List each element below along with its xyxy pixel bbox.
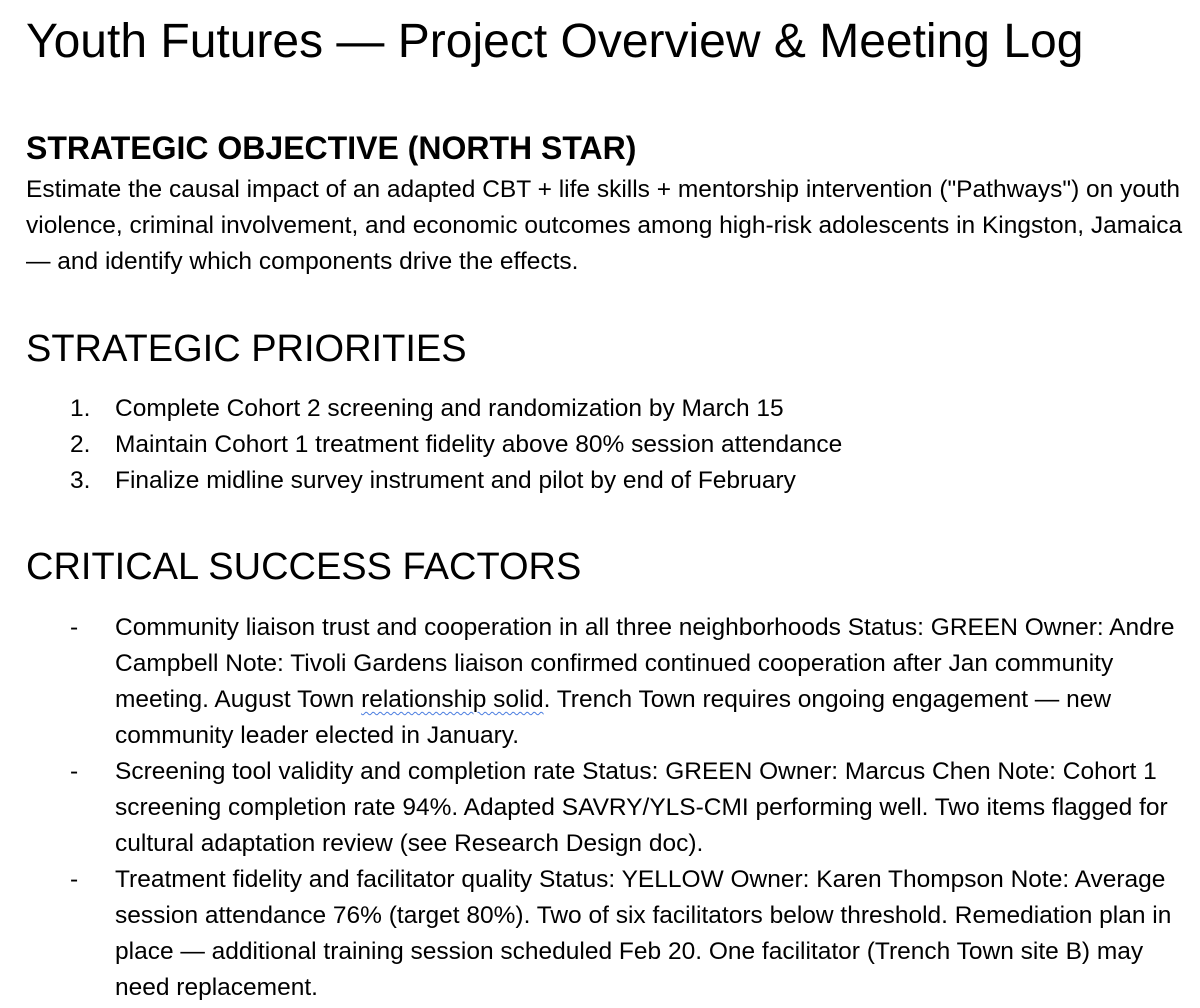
list-number: 2. [70,431,91,458]
priorities-list [26,391,1186,499]
csf-text-part: Community liaison trust and cooperation in all three neighborhoods Status: GREEN Owner: Andre Campbell Note: Tivoli Gardens liaison confirmed continued cooperation after Jan community meeting. August Town [115,614,1175,713]
csf-text [115,614,1175,749]
list-dash: - [70,614,79,641]
priority-item [26,391,1186,427]
csf-list [26,610,1186,1006]
priority-text: Finalize midline survey instrument and pilot by end of February [115,467,796,494]
priority-item [26,463,1186,499]
csf-item [26,754,1186,862]
objective-paragraph: Estimate the causal impact of an adapted CBT + life skills + mentorship intervention ("Pathways") on youth violence, criminal involvement, and economic outcomes among high-risk adolescents in Kingston, Jamaica — and identify which components drive the effects. [26,176,1183,275]
csf-item [26,610,1186,754]
document-title: Youth Futures — Project Overview & Meeting Log [26,15,1084,68]
csf-heading: CRITICAL SUCCESS FACTORS [26,546,582,588]
list-number: 1. [70,395,91,422]
csf-text: Treatment fidelity and facilitator quality Status: YELLOW Owner: Karen Thompson Note: Average session attendance 76% (target 80%). Two of six facilitators below threshold. Remediation plan in place — additional training session scheduled Feb 20. One facilitator (Trench Town site B) may need replacement. [115,866,1172,1001]
objective-heading: STRATEGIC OBJECTIVE (NORTH STAR) [26,130,637,166]
csf-text-part: . Trench Town requires ongoing engagement — new community leader elected in January. [115,686,1112,749]
list-dash: - [70,866,79,893]
csf-text: Screening tool validity and completion rate Status: GREEN Owner: Marcus Chen Note: Cohort 1 screening completion rate 94%. Adapted SAVRY/YLS-CMI performing well. Two items flagged for cultural adaptation review (see Research Design doc). [115,758,1168,857]
priority-text: Complete Cohort 2 screening and randomization by March 15 [115,395,784,422]
priority-text: Maintain Cohort 1 treatment fidelity above 80% session attendance [115,431,843,458]
list-number: 3. [70,467,91,494]
spellcheck-flagged-phrase[interactable]: relationship solid [361,686,544,713]
priorities-heading: STRATEGIC PRIORITIES [26,328,467,370]
csf-item [26,862,1186,1006]
list-dash: - [70,758,79,785]
priority-item [26,427,1186,463]
